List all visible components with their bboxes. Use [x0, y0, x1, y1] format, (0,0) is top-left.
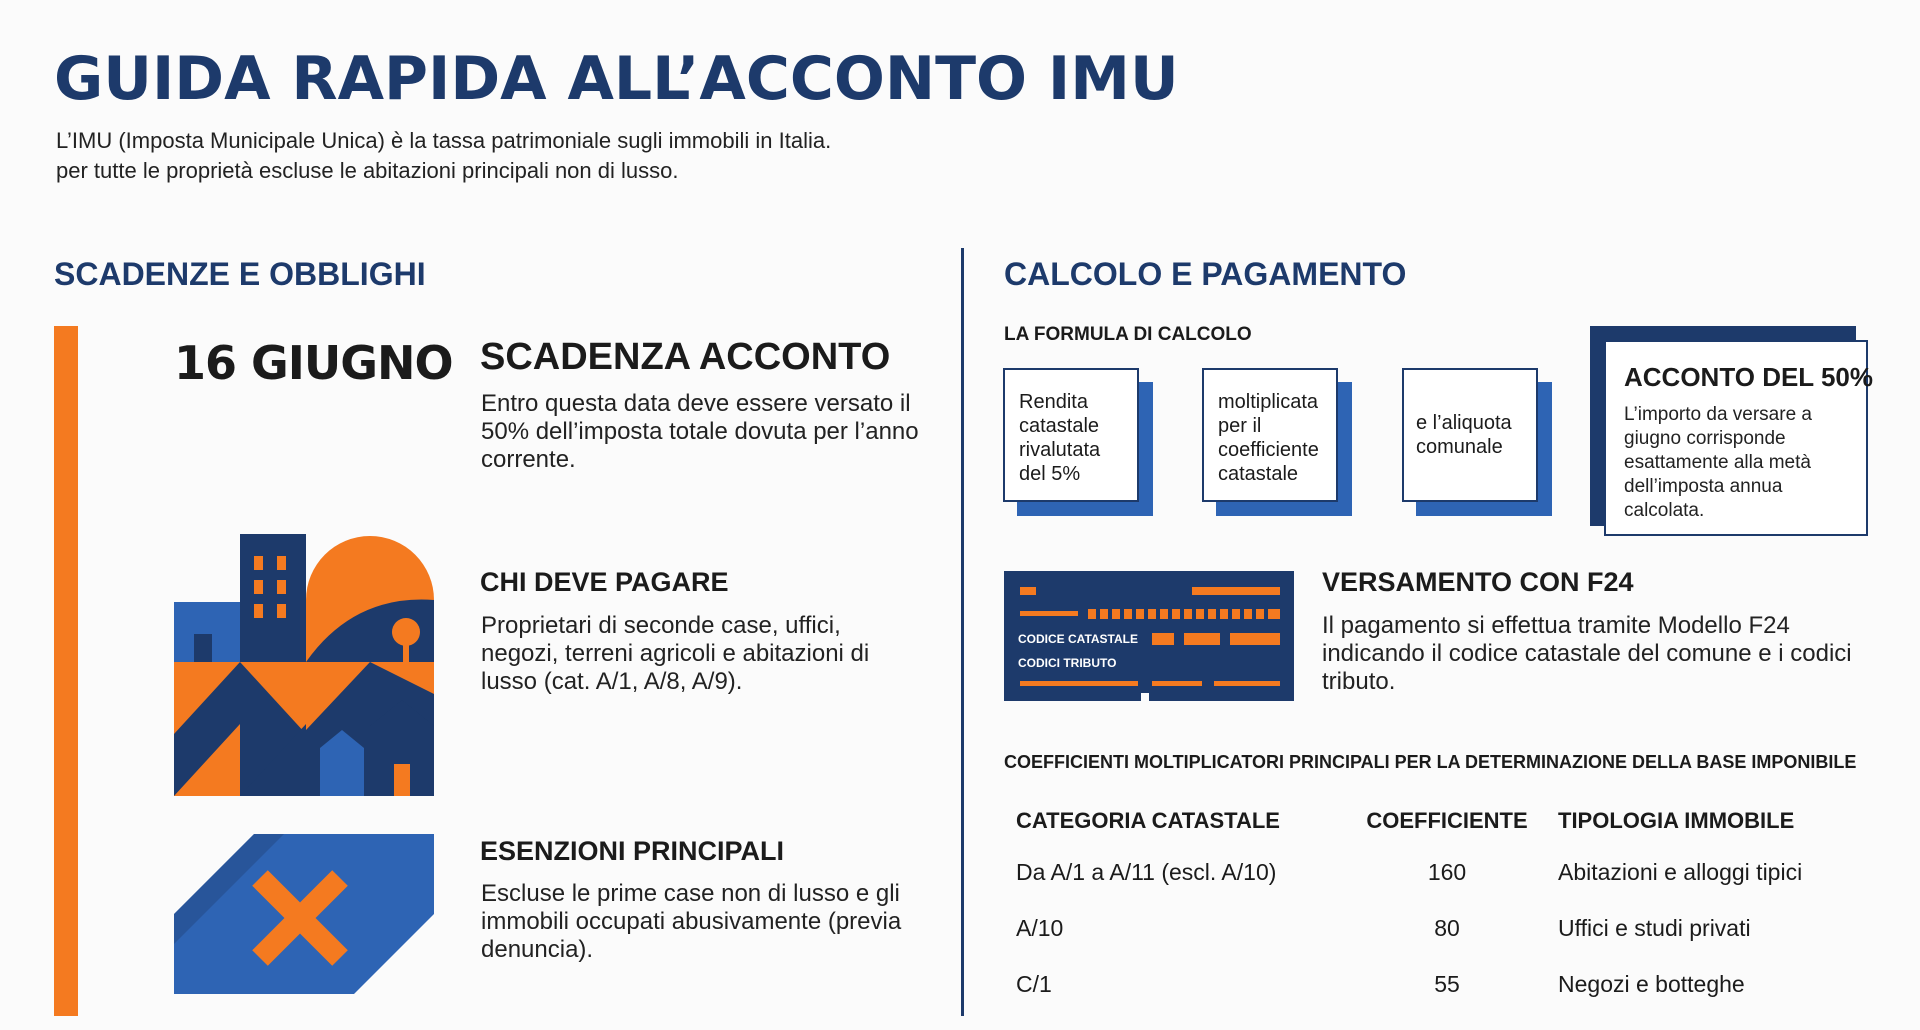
column-header: COEFFICIENTE — [1366, 808, 1528, 833]
timeline-bar — [54, 326, 78, 1016]
who-pays-title: CHI DEVE PAGARE — [480, 567, 729, 597]
section-title-calculation: CALCOLO E PAGAMENTO — [1004, 256, 1407, 292]
city-icon — [174, 534, 434, 796]
deadline-title: SCADENZA ACCONTO — [480, 336, 891, 378]
f24-title: VERSAMENTO CON F24 — [1322, 567, 1634, 597]
table-cell: Abitazioni e alloggi tipici — [1558, 858, 1803, 885]
who-pays-text: Proprietari di seconde case, uffici, negozi, terreni agricoli e abitazioni di lusso (cat. A/1, A/8, A/9). — [481, 612, 870, 695]
coefficients-label: COEFFICIENTI MOLTIPLICATORI PRINCIPALI PER LA DETERMINAZIONE DELLA BASE IMPONIBILE — [1004, 752, 1857, 772]
table-cell: Da A/1 a A/11 (escl. A/10) — [1016, 858, 1277, 885]
formula-label: LA FORMULA DI CALCOLO — [1004, 324, 1252, 345]
table-cell: 80 — [1434, 914, 1460, 941]
table-row — [1004, 956, 1884, 1012]
result-box — [1604, 340, 1873, 536]
column-header: TIPOLOGIA IMMOBILE — [1558, 808, 1795, 833]
table-cell: A/10 — [1016, 914, 1064, 941]
exemptions-text: Escluse le prime case non di lusso e gli immobili occupati abusivamente (previa denuncia). — [481, 880, 902, 963]
result-text: L’importo da versare a giugno corrisponde esattamente alla metà dell’imposta annua calcolata. — [1624, 404, 1812, 521]
exemption-x-icon — [174, 834, 434, 994]
exemptions-title: ESENZIONI PRINCIPALI — [480, 836, 785, 866]
table-cell: 160 — [1427, 858, 1467, 885]
table-row — [1004, 844, 1884, 900]
formula-step-rate: e l’aliquota comunale — [1402, 368, 1552, 516]
section-title-deadlines: SCADENZE E OBBLIGHI — [54, 256, 426, 292]
intro-text — [56, 126, 831, 186]
intro-line-1: L’IMU (Imposta Municipale Unica) è la tassa patrimoniale sugli immobili in Italia. — [56, 128, 832, 153]
table-cell: 55 — [1434, 970, 1460, 997]
table-cell: Uffici e studi privati — [1558, 914, 1751, 941]
deadline-date: 16 GIUGNO — [174, 336, 453, 390]
f24-form-icon — [1004, 571, 1294, 701]
deadline-text: Entro questa data deve essere versato il 50% dell’imposta totale dovuta per l’anno corrente. — [481, 390, 919, 473]
f24-text: Il pagamento si effettua tramite Modello F24 indicando il codice catastale del comune e i codici tributo. — [1322, 612, 1852, 695]
result-title: ACCONTO DEL 50% — [1624, 362, 1873, 392]
f24-label-cadastral: CODICE CATASTALE — [1018, 632, 1138, 646]
column-header: CATEGORIA CATASTALE — [1016, 808, 1280, 833]
column-divider — [961, 248, 964, 1016]
formula-step-cadastral-income: Rendita catastale rivalutata del 5% — [1003, 368, 1153, 516]
table-header-row — [1004, 800, 1884, 844]
f24-label-tax-codes: CODICI TRIBUTO — [1018, 656, 1117, 670]
formula-step-coefficient: moltiplicata per il coefficiente catastale — [1202, 368, 1352, 516]
table-cell: Negozi e botteghe — [1558, 970, 1745, 997]
table-row — [1004, 900, 1884, 956]
page-title: GUIDA RAPIDA ALL’ACCONTO IMU — [54, 44, 1179, 114]
coefficients-table — [1004, 800, 1884, 1012]
intro-line-2: per tutte le proprietà escluse le abitazioni principali non di lusso. — [56, 158, 679, 183]
table-cell: C/1 — [1016, 970, 1052, 997]
